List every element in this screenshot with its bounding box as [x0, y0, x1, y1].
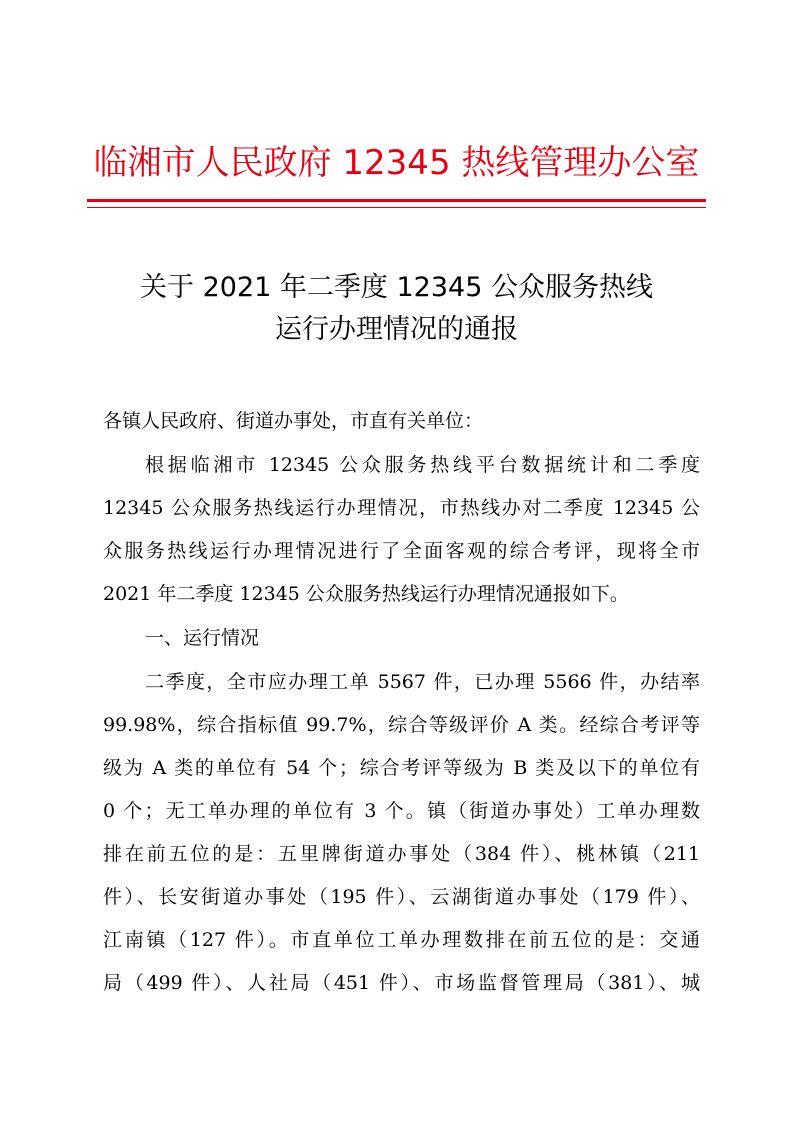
paragraph-2-line: 级为 A 类的单位有 54 个；综合考评等级为 B 类及以下的单位有 [103, 757, 700, 779]
paragraph-1-line: 2021 年二季度 12345 公众服务热线运行办理情况通报如下。 [103, 583, 629, 605]
paragraph-2-line: 局（499 件）、人社局（451 件）、市场监督管理局（381）、城 [103, 972, 700, 994]
document-title-line-1: 关于 2021 年二季度 12345 公众服务热线 [140, 272, 653, 303]
letterhead-rule-thin [87, 207, 706, 208]
paragraph-2-line: 江南镇（127 件）。市直单位工单办理数排在前五位的是：交通 [103, 929, 700, 951]
paragraph-1-line: 根据临湘市 12345 公众服务热线平台数据统计和二季度 [145, 454, 700, 476]
letterhead-title: 临湘市人民政府 12345 热线管理办公室 [93, 143, 700, 183]
paragraph-2-line: 99.98%，综合指标值 99.7%，综合等级评价 A 类。经综合考评等 [103, 714, 700, 736]
section-heading: 一、运行情况 [145, 627, 260, 649]
paragraph-2-line: 0 个；无工单办理的单位有 3 个。镇（街道办事处）工单办理数 [103, 800, 700, 822]
paragraph-2-line: 件）、长安街道办事处（195 件）、云湖街道办事处（179 件）、 [103, 886, 700, 908]
paragraph-2-line: 排在前五位的是：五里牌街道办事处（384 件）、桃林镇（211 [103, 843, 700, 865]
paragraph-1-line: 众服务热线运行办理情况进行了全面客观的综合考评，现将全市 [103, 540, 700, 562]
paragraph-2-line: 二季度，全市应办理工单 5567 件，已办理 5566 件，办结率 [145, 671, 700, 693]
letterhead-rule-thick [87, 199, 706, 202]
paragraph-1-line: 12345 公众服务热线运行办理情况，市热线办对二季度 12345 公 [103, 497, 700, 519]
salutation: 各镇人民政府、街道办事处，市直有关单位： [103, 410, 484, 432]
document-title-line-2: 运行办理情况的通报 [275, 314, 518, 345]
